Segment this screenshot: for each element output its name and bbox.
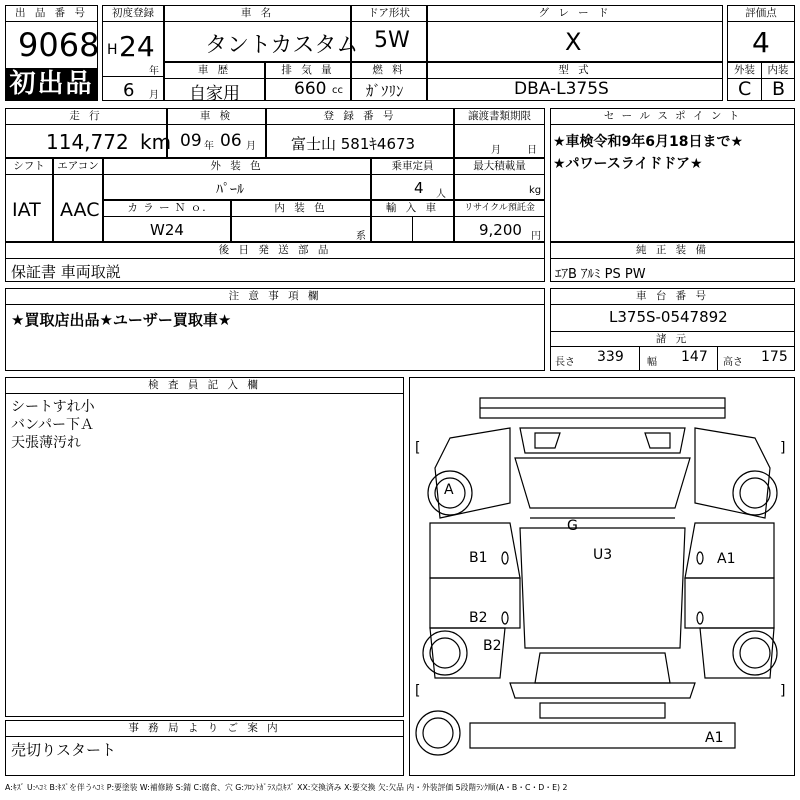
- recycle-value: 9,200: [479, 221, 522, 239]
- inspection-box: [167, 108, 266, 158]
- car-diagram: [409, 377, 795, 776]
- dims-wid-label: 幅: [647, 357, 657, 368]
- chassis-value: L375S-0547892: [609, 308, 728, 326]
- first-reg-month: 6: [123, 80, 135, 101]
- door-label: ドア形状: [352, 6, 426, 22]
- load-unit: kg: [529, 185, 542, 196]
- door-box: [351, 5, 427, 62]
- inspector-line: シートすれ小: [11, 399, 95, 415]
- inspection-month: 06: [220, 131, 242, 151]
- equipment-label: 純 正 装 備: [551, 243, 794, 259]
- recycle-label: リサイクル預託金: [455, 201, 544, 217]
- dims-wid: 147: [681, 349, 708, 365]
- score-box: [727, 5, 795, 62]
- notes-label: 注 意 事 項 欄: [6, 289, 544, 305]
- color-no-box: [103, 200, 231, 242]
- displacement-box: [265, 62, 351, 101]
- load-box: [454, 158, 545, 200]
- car-name-box: [164, 5, 359, 62]
- load-label: 最大積載量: [455, 159, 544, 175]
- fuel-label: 燃 料: [352, 63, 426, 79]
- dims-hgt-label: 高さ: [723, 357, 743, 368]
- first-reg-label: 初度登録: [103, 6, 163, 22]
- mileage-box: [5, 108, 172, 158]
- sales-point-line2: ★パワースライドドア★: [553, 156, 703, 172]
- displacement-label: 排 気 量: [266, 63, 350, 79]
- equipment-box: [550, 242, 795, 282]
- equipment-value: ｴｱB ｱﾙﾐ PS PW: [555, 267, 646, 282]
- history-label: 車 歴: [165, 63, 264, 79]
- first-listing-badge: 初出品: [6, 68, 97, 100]
- int-color-label: 内 装 色: [232, 201, 370, 217]
- recycle-box: [454, 200, 545, 242]
- ext-label: 外装: [728, 63, 762, 79]
- int-color-suffix: 系: [356, 231, 366, 242]
- bracket-left-bottom: [: [415, 683, 421, 699]
- chassis-box: [550, 288, 795, 371]
- damage-label-g: G: [567, 518, 578, 534]
- later-parts-box: [5, 242, 545, 282]
- recycle-unit: 円: [531, 231, 541, 242]
- shift-label: シフト: [6, 159, 52, 175]
- sales-point-box: [550, 108, 795, 242]
- shift-box: [5, 158, 53, 242]
- notes-value: ★買取店出品★ユーザー買取車★: [11, 311, 232, 329]
- model-box: [427, 62, 723, 101]
- ac-label: エアコン: [54, 159, 102, 175]
- dims-len: 339: [597, 349, 624, 365]
- notes-box: [5, 288, 545, 371]
- inspector-line: バンパー下Ａ: [11, 417, 95, 433]
- mileage-value: 114,772: [46, 130, 129, 154]
- chassis-label: 車 台 番 号: [551, 289, 794, 305]
- ext-color-value: ﾊﾟｰﾙ: [216, 182, 244, 198]
- transfer-day: 日: [527, 145, 537, 156]
- inspection-year: 09: [180, 131, 202, 151]
- fuel-box: [351, 62, 427, 101]
- damage-label-a-front-left: A: [444, 482, 454, 498]
- car-outline: [410, 378, 794, 775]
- color-no-value: W24: [150, 221, 184, 239]
- sales-point-label: セ ー ル ス ポ イ ン ト: [551, 109, 794, 125]
- inspector-label: 検 査 員 記 入 欄: [6, 378, 403, 394]
- damage-legend: A:ｷｽﾞ U:ﾍｺﾐ B:ｷｽﾞを伴うﾍｺﾐ P:要塗装 W:補修跡 S:錆 C:腐食、穴 G:ﾌﾛﾝﾄｶﾞﾗｽ点ｷｽﾞ XX:交換済み X:要交換 欠:欠品 内・外装評価 5段階ﾗﾝｸ順(A・B・C・D・E) 2: [5, 783, 568, 792]
- ext-value: C: [738, 78, 752, 100]
- damage-label-b1: B1: [469, 550, 488, 566]
- int-value: B: [772, 78, 786, 100]
- transfer-box: [454, 108, 545, 158]
- int-color-box: [231, 200, 371, 242]
- displacement-unit: cc: [332, 85, 343, 96]
- import-label: 輸 入 車: [372, 201, 453, 217]
- ext-int-box: [727, 62, 795, 101]
- sales-point-line1: ★車検令和9年6月18日まで★: [553, 134, 744, 150]
- model-label: 型 式: [428, 63, 722, 79]
- history-value: 自家用: [189, 84, 240, 104]
- divider: [412, 217, 413, 241]
- shift-value: IAT: [12, 199, 41, 221]
- inspection-year-unit: 年: [204, 141, 214, 152]
- displacement-value: 660: [294, 79, 327, 99]
- door-value: 5W: [374, 28, 410, 53]
- grade-value: X: [565, 28, 582, 56]
- office-label: 事 務 局 よ り ご 案 内: [6, 721, 403, 737]
- ac-value: AAC: [60, 199, 100, 221]
- bracket-right-top: ]: [780, 440, 786, 456]
- plate-label: 登 録 番 号: [267, 109, 453, 125]
- car-name-label: 車 名: [165, 6, 350, 22]
- divider: [103, 76, 163, 77]
- office-value: 売切りスタート: [11, 741, 117, 759]
- lot-box: [5, 5, 98, 101]
- lot-label: 出 品 番 号: [6, 6, 97, 22]
- ac-box: [53, 158, 103, 242]
- divider: [717, 347, 718, 370]
- bracket-left-top: [: [415, 440, 421, 456]
- transfer-label: 譲渡書類期限: [455, 109, 544, 125]
- dims-label: 諸 元: [551, 331, 794, 347]
- color-no-label: カ ラ ー Ｎ ｏ.: [104, 201, 230, 217]
- history-box: [164, 62, 265, 104]
- ext-color-label: 外 装 色: [104, 159, 370, 175]
- grade-label: グ レ ー ド: [428, 6, 722, 22]
- mileage-label: 走 行: [6, 109, 166, 125]
- damage-label-a1-right: A1: [717, 551, 736, 567]
- damage-label-u3: U3: [593, 547, 613, 563]
- office-box: [5, 720, 404, 776]
- capacity-label: 乗車定員: [372, 159, 453, 175]
- inspector-box: [5, 377, 404, 717]
- car-name-value: タントカスタム: [205, 33, 359, 58]
- mileage-unit: km: [140, 130, 172, 154]
- plate-box: [266, 108, 454, 158]
- later-parts-value: 保証書 車両取説: [11, 263, 121, 281]
- fuel-value: ｶﾞｿﾘﾝ: [366, 82, 404, 100]
- transfer-month: 月: [491, 145, 501, 156]
- bracket-right-bottom: ]: [780, 683, 786, 699]
- later-parts-label: 後 日 発 送 部 品: [6, 243, 544, 259]
- capacity-unit: 人: [436, 189, 446, 200]
- ext-color-box: [103, 158, 371, 200]
- model-value: DBA-L375S: [514, 79, 609, 99]
- first-reg-era: H: [107, 42, 118, 58]
- import-box: [371, 200, 454, 242]
- damage-label-b2-left: B2: [469, 610, 488, 626]
- inspector-line: 天張薄汚れ: [11, 435, 81, 451]
- capacity-value: 4: [414, 179, 424, 197]
- inspection-label: 車 検: [168, 109, 265, 125]
- damage-label-a1-bottom: A1: [705, 730, 724, 746]
- score-value: 4: [752, 26, 770, 59]
- score-label: 評価点: [728, 6, 794, 22]
- divider: [639, 347, 640, 370]
- plate-value: 富士山 581ｷ4673: [291, 135, 416, 153]
- grade-box: [427, 5, 723, 62]
- divider: [761, 63, 762, 100]
- int-label: 内装: [762, 63, 794, 79]
- first-reg-year: 24: [119, 30, 155, 63]
- lot-number: 9068: [18, 26, 100, 64]
- first-reg-year-unit: 年: [149, 66, 159, 77]
- capacity-box: [371, 158, 454, 200]
- damage-label-b2-lower: B2: [483, 638, 502, 654]
- inspection-month-unit: 月: [246, 141, 256, 152]
- first-reg-box: [102, 5, 164, 101]
- dims-hgt: 175: [761, 349, 788, 365]
- first-reg-month-unit: 月: [149, 90, 159, 101]
- dims-len-label: 長さ: [555, 357, 575, 368]
